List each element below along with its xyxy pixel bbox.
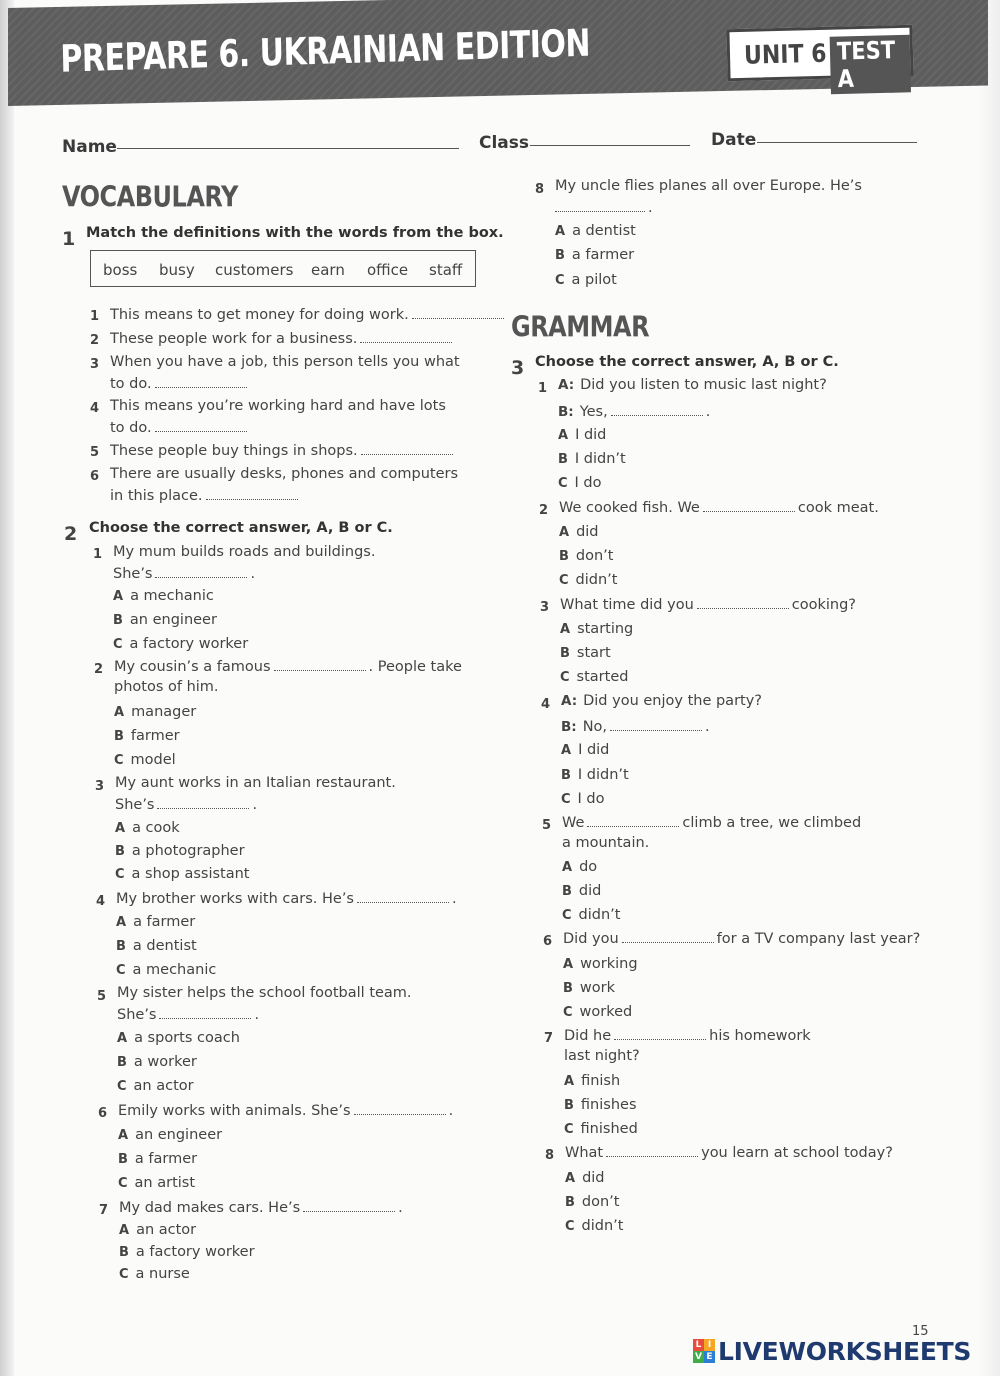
dialogue-line-a: A: Did you enjoy the party?: [561, 693, 762, 709]
question-text: My cousin’s a famous . People take: [114, 659, 462, 675]
definition-text: to do.: [110, 419, 250, 436]
option-c[interactable]: C a mechanic: [116, 962, 217, 978]
option-a[interactable]: A an actor: [119, 1222, 197, 1238]
name-field[interactable]: [117, 148, 459, 149]
option-a[interactable]: A I did: [561, 742, 610, 758]
answer-blank[interactable]: [610, 718, 702, 731]
definition-text: These people work for a business.: [110, 330, 455, 347]
question-text: photos of him.: [114, 679, 219, 695]
question-text: We cooked fish. We cook meat.: [559, 500, 879, 516]
page-title: PREPARE 6. UKRAINIAN EDITION: [60, 21, 591, 82]
page-number: 15: [912, 1324, 929, 1339]
question-number: 8: [535, 182, 545, 197]
liveworksheets-icon: L I V E: [693, 1339, 715, 1363]
option-c[interactable]: C model: [114, 752, 176, 768]
option-b[interactable]: B I didn’t: [561, 767, 629, 783]
dialogue-line-b: B: No, .: [561, 719, 710, 735]
question-number: 1: [93, 547, 103, 562]
option-c[interactable]: C a factory worker: [113, 636, 249, 652]
option-a[interactable]: A finish: [564, 1073, 621, 1089]
dialogue-line-b: B: Yes, .: [558, 404, 711, 420]
exercise-2-number: 2: [64, 523, 78, 545]
question-number: 4: [96, 894, 106, 909]
unit-test-badge: [726, 25, 913, 93]
option-c[interactable]: C a pilot: [555, 272, 617, 288]
question-text: She’s .: [117, 1007, 260, 1023]
question-number: 8: [545, 1148, 555, 1163]
item-number: 3: [90, 357, 100, 372]
option-b[interactable]: B a factory worker: [119, 1244, 255, 1260]
question-number: 2: [94, 662, 104, 677]
question-text: My aunt works in an Italian restaurant.: [115, 775, 396, 791]
question-number: 4: [541, 697, 551, 712]
option-a[interactable]: A did: [565, 1170, 605, 1186]
question-text: What time did you cooking?: [560, 597, 856, 613]
question-text: Did you for a TV company last year?: [563, 931, 921, 947]
question-number: 5: [542, 818, 552, 833]
question-text: .: [555, 199, 653, 216]
definition-text: to do.: [110, 375, 250, 392]
answer-blank[interactable]: [606, 1144, 698, 1157]
vocabulary-heading: VOCABULARY: [62, 180, 238, 214]
box-word: customers: [215, 261, 294, 279]
answer-blank[interactable]: [155, 419, 247, 432]
option-a[interactable]: A an engineer: [118, 1127, 223, 1143]
definition-text: This means you’re working hard and have lots: [110, 398, 446, 414]
option-a[interactable]: A a mechanic: [113, 588, 214, 604]
question-number: 3: [95, 779, 105, 794]
answer-blank[interactable]: [157, 796, 249, 809]
option-b[interactable]: B don’t: [565, 1194, 620, 1210]
option-b[interactable]: B a dentist: [116, 938, 197, 954]
option-b[interactable]: B a photographer: [115, 843, 245, 859]
question-text: We climb a tree, we climbed: [562, 815, 862, 831]
item-number: 4: [90, 401, 100, 416]
option-b[interactable]: B a worker: [117, 1054, 197, 1070]
question-text: My uncle flies planes all over Europe. He’s: [555, 178, 862, 194]
definition-text: in this place.: [110, 487, 301, 504]
item-number: 1: [90, 309, 100, 324]
answer-blank[interactable]: [412, 306, 504, 319]
option-b[interactable]: B farmer: [114, 728, 180, 744]
answer-blank[interactable]: [614, 1027, 706, 1040]
option-c[interactable]: C I do: [558, 475, 602, 491]
liveworksheets-wordmark: LIVEWORKSHEETS: [718, 1336, 972, 1366]
question-text: My mum builds roads and buildings.: [113, 544, 376, 560]
liveworksheets-logo[interactable]: [693, 1334, 971, 1368]
option-a[interactable]: A do: [562, 859, 598, 875]
answer-blank[interactable]: [206, 487, 298, 500]
answer-blank[interactable]: [357, 890, 449, 903]
question-text: Did he his homework: [564, 1028, 811, 1044]
option-a[interactable]: A working: [563, 956, 638, 972]
exercise-2-instruction: Choose the correct answer, A, B or C.: [89, 520, 393, 536]
answer-blank[interactable]: [354, 1102, 446, 1115]
option-b[interactable]: B finishes: [564, 1097, 637, 1113]
option-a[interactable]: A a farmer: [116, 914, 196, 930]
definition-text: There are usually desks, phones and computers: [110, 466, 459, 482]
option-b[interactable]: B don’t: [559, 548, 614, 564]
answer-blank[interactable]: [622, 930, 714, 943]
option-c[interactable]: C worked: [563, 1004, 633, 1020]
option-b[interactable]: B a farmer: [118, 1151, 198, 1167]
option-a[interactable]: A I did: [558, 427, 607, 443]
option-a[interactable]: A a dentist: [555, 223, 636, 239]
definition-text: This means to get money for doing work.: [110, 306, 507, 323]
option-c[interactable]: C I do: [561, 791, 605, 807]
question-number: 7: [544, 1031, 554, 1046]
test-label: TEST A: [830, 35, 911, 94]
option-c[interactable]: C didn’t: [565, 1218, 624, 1234]
binding-shadow: [0, 0, 14, 1376]
item-number: 5: [90, 445, 100, 460]
option-c[interactable]: C didn’t: [562, 907, 621, 923]
answer-blank[interactable]: [611, 403, 703, 416]
option-a[interactable]: A did: [559, 524, 599, 540]
date-field[interactable]: [757, 142, 917, 143]
option-b[interactable]: B an engineer: [113, 612, 217, 628]
question-text: She’s .: [115, 797, 258, 813]
option-c[interactable]: C finished: [564, 1121, 638, 1137]
answer-blank[interactable]: [159, 1006, 251, 1019]
option-c[interactable]: C started: [560, 669, 629, 685]
answer-blank[interactable]: [274, 658, 366, 671]
question-number: 2: [539, 503, 549, 518]
definition-text: These people buy things in shops.: [110, 442, 456, 459]
question-number: 6: [98, 1106, 108, 1121]
dialogue-line-a: A: Did you listen to music last night?: [558, 377, 827, 393]
question-text: What you learn at school today?: [565, 1145, 893, 1161]
option-c[interactable]: C a nurse: [119, 1266, 190, 1282]
class-label: Class: [479, 133, 530, 153]
option-a[interactable]: A manager: [114, 704, 197, 720]
question-number: 5: [97, 989, 107, 1004]
answer-blank[interactable]: [703, 499, 795, 512]
option-c[interactable]: C an artist: [118, 1175, 196, 1191]
page-edge: [978, 0, 1000, 1376]
question-number: 1: [538, 381, 548, 396]
question-text: a mountain.: [562, 835, 650, 851]
option-c[interactable]: C didn’t: [559, 572, 618, 588]
definition-text: When you have a job, this person tells you what: [110, 354, 460, 370]
answer-blank[interactable]: [697, 596, 789, 609]
answer-blank[interactable]: [155, 565, 247, 578]
option-a[interactable]: A starting: [560, 621, 634, 637]
option-b[interactable]: B did: [562, 883, 602, 899]
grammar-heading: GRAMMAR: [511, 310, 650, 344]
option-c[interactable]: C a shop assistant: [115, 866, 250, 882]
answer-blank[interactable]: [155, 375, 247, 388]
word-box: [90, 250, 476, 287]
answer-blank[interactable]: [555, 199, 645, 212]
date-label: Date: [711, 130, 757, 150]
box-word: office: [367, 261, 409, 279]
answer-blank[interactable]: [360, 330, 452, 343]
box-word: boss: [103, 261, 138, 279]
question-text: last night?: [564, 1048, 640, 1064]
option-a[interactable]: A a cook: [115, 820, 180, 836]
exercise-1-number: 1: [62, 228, 76, 250]
exercise-3-number: 3: [511, 357, 525, 379]
unit-label: UNIT 6: [743, 39, 827, 71]
exercise-3-instruction: Choose the correct answer, A, B or C.: [535, 354, 839, 370]
option-b[interactable]: B I didn’t: [558, 451, 626, 467]
item-number: 6: [90, 469, 100, 484]
answer-blank[interactable]: [587, 814, 679, 827]
question-text: My dad makes cars. He’s .: [119, 1200, 403, 1216]
class-field[interactable]: [530, 145, 690, 146]
option-c[interactable]: C an actor: [117, 1078, 194, 1094]
question-text: Emily works with animals. She’s .: [118, 1103, 454, 1119]
option-a[interactable]: A a sports coach: [117, 1030, 240, 1046]
exercise-1-instruction: Match the definitions with the words from the box.: [86, 225, 504, 241]
question-number: 6: [543, 934, 553, 949]
question-text: My brother works with cars. He’s .: [116, 891, 457, 907]
option-b[interactable]: B start: [560, 645, 611, 661]
box-word: earn: [311, 261, 345, 279]
option-b[interactable]: B a farmer: [555, 247, 635, 263]
question-number: 7: [99, 1203, 109, 1218]
name-label: Name: [62, 137, 117, 157]
question-text: She’s .: [113, 566, 256, 582]
box-word: busy: [159, 261, 195, 279]
question-number: 3: [540, 600, 550, 615]
box-word: staff: [429, 261, 463, 279]
option-b[interactable]: B work: [563, 980, 616, 996]
answer-blank[interactable]: [361, 442, 453, 455]
item-number: 2: [90, 333, 100, 348]
question-text: My sister helps the school football team.: [117, 985, 412, 1001]
answer-blank[interactable]: [303, 1199, 395, 1212]
